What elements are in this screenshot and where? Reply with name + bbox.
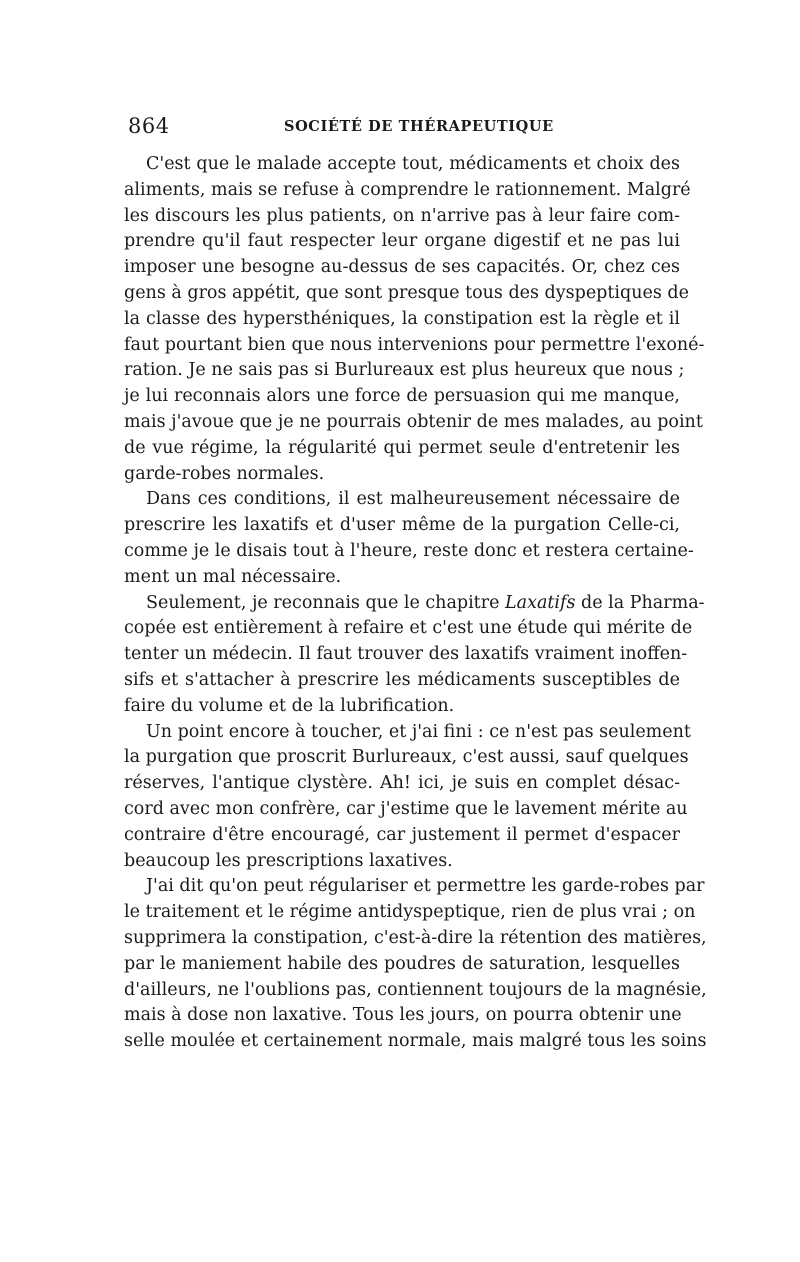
text-line: C'est que le malade accepte tout, médicaments et choix des <box>146 154 680 174</box>
body-text <box>124 152 707 1055</box>
text-line: comme je le disais tout à l'heure, reste donc et restera certaine- <box>124 540 694 561</box>
text-line: mais j'avoue que je ne pourrais obtenir de mes malades, au point <box>124 411 703 432</box>
text-line: la classe des hypersthéniques, la constipation est la règle et il <box>124 308 680 329</box>
running-title: SOCIÉTÉ DE THÉRAPEUTIQUE <box>284 118 554 135</box>
text-line: selle moulée et certainement normale, mais malgré tous les soins <box>124 1031 707 1052</box>
text-span: Seulement, je reconnais que le chapitre <box>146 592 500 613</box>
paragraph-3 <box>124 591 705 720</box>
text-line <box>124 591 705 617</box>
text-line: de vue régime, la régularité qui permet seule d'entretenir les <box>124 437 680 458</box>
text-line: imposer une besogne au-dessus de ses capacités. Or, chez ces <box>124 257 680 278</box>
text-line: réserves, l'antique clystère. Ah! ici, je suis en complet désac- <box>124 773 680 794</box>
text-line: les discours les plus patients, on n'arrive pas à leur faire com- <box>124 205 680 226</box>
text-line: Un point encore à toucher, et j'ai fini : ce n'est pas seulement <box>146 721 691 742</box>
text-line: faut pourtant bien que nous intervenions pour permettre l'exoné- <box>124 334 705 355</box>
text-line: ration. Je ne sais pas si Burlureaux est plus heureux que nous ; <box>124 360 685 381</box>
paragraph-1 <box>124 152 705 487</box>
text-line: J'ai dit qu'on peut régulariser et permettre les garde-robes par <box>146 876 705 897</box>
text-line: par le maniement habile des poudres de saturation, lesquelles <box>124 953 680 974</box>
text-line: ment un mal nécessaire. <box>124 566 342 587</box>
text-line: prendre qu'il faut respecter leur organe digestif et ne pas lui <box>124 231 680 252</box>
text-line: le traitement et le régime antidyspeptique, rien de plus vrai ; on <box>124 902 696 923</box>
text-line: faire du volume et de la lubrification. <box>124 695 455 716</box>
text-line: d'ailleurs, ne l'oublions pas, contiennent toujours de la magnésie, <box>124 979 707 1000</box>
text-line: mais à dose non laxative. Tous les jours, on pourra obtenir une <box>124 1005 682 1026</box>
paragraph-2 <box>124 487 694 590</box>
text-line: contraire d'être encouragé, car justement il permet d'espacer <box>124 824 680 845</box>
text-line: tenter un médecin. Il faut trouver des laxatifs vraiment inoffen- <box>124 644 688 665</box>
text-line: copée est entièrement à refaire et c'est une étude qui mérite de <box>124 618 693 639</box>
text-line: cord avec mon confrère, car j'estime que le lavement mérite au <box>124 798 688 819</box>
running-head <box>124 114 680 142</box>
text-line: sifs et s'attacher à prescrire les médicaments susceptibles de <box>124 669 680 690</box>
text-line: prescrire les laxatifs et d'user même de la purgation Celle-ci, <box>124 515 680 536</box>
text-span: de la Pharma- <box>581 592 705 613</box>
page-number: 864 <box>128 114 170 138</box>
text-line: supprimera la constipation, c'est-à-dire la rétention des matières, <box>124 927 707 948</box>
text-line: Dans ces conditions, il est malheureusement nécessaire de <box>146 489 680 510</box>
paragraph-4 <box>124 720 691 875</box>
paragraph-5 <box>124 874 707 1055</box>
text-line: aliments, mais se refuse à comprendre le rationnement. Malgré <box>124 179 691 200</box>
text-line: je lui reconnais alors une force de persuasion qui me manque, <box>124 386 680 407</box>
text-line: garde-robes normales. <box>124 463 325 484</box>
text-line: beaucoup les prescriptions laxatives. <box>124 850 453 871</box>
text-line: gens à gros appétit, que sont presque tous des dyspeptiques de <box>124 282 689 303</box>
italic-term: Laxatifs <box>505 592 576 613</box>
text-line: la purgation que proscrit Burlureaux, c'est aussi, sauf quelques <box>124 747 689 768</box>
